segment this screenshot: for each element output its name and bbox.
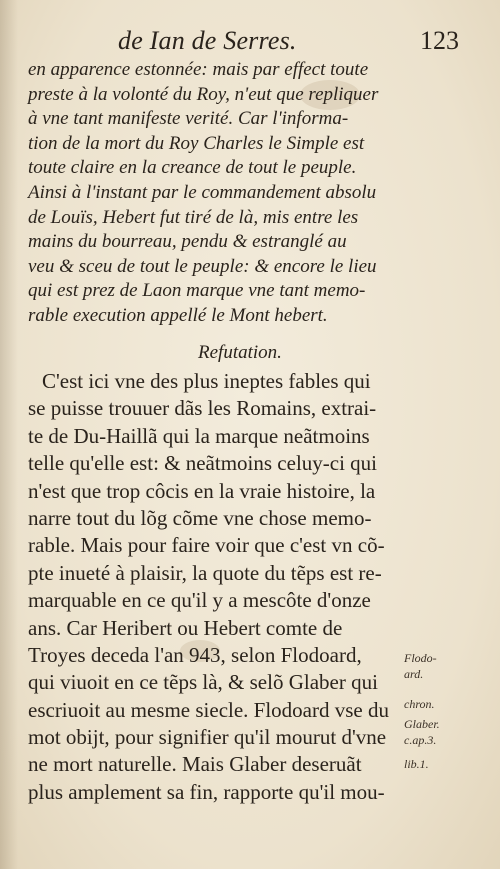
text-line: rable execution appellé le Mont hebert. [28, 304, 328, 326]
margin-note-chron [404, 696, 435, 712]
text-line: mot obijt, pour signifier qu'il mourut d'vne [28, 725, 387, 750]
margin-note-flodoard [404, 650, 437, 682]
text-line: plus amplement sa fin, rapporte qu'il mou- [28, 779, 385, 804]
text-line: se puisse trouuer dãs les Romains, extrai- [28, 396, 377, 421]
margin-note-line: Flodo- [404, 651, 437, 665]
text-line: rable. Mais pour faire voir que c'est vn cõ- [28, 533, 385, 558]
text-line: tion de la mort du Roy Charles le Simple est [28, 132, 365, 154]
text-line: escriuoit au mesme siecle. Flodoard vse du [28, 697, 389, 722]
gutter-shadow [0, 0, 18, 869]
margin-note-line: lib.1. [404, 757, 429, 771]
body-text [28, 368, 389, 806]
text-line: te de Du-Haillã qui la marque neãtmoins [28, 423, 370, 448]
text-line: toute claire en la creance de tout le peuple. [28, 157, 357, 179]
margin-note-line: Glaber. [404, 717, 440, 731]
margin-note-lib [404, 756, 429, 772]
text-line: Ainsi à l'instant par le commandement absolu [28, 181, 377, 203]
page-number: 123 [420, 26, 459, 55]
text-line: marquable en ce qu'il y a mescôte d'onze [28, 588, 371, 613]
text-line: narre tout du lõg cõme vne chose memo- [28, 505, 372, 530]
text-line: en apparence estonnée: mais par effect toute [28, 59, 369, 80]
text-line: de Louïs, Hebert fut tiré de là, mis entre les [28, 206, 359, 228]
text-line: qui est prez de Laon marque vne tant memo- [28, 280, 366, 302]
italic-quotation [28, 58, 388, 329]
text-line: preste à la volonté du Roy, n'eut que repliquer [28, 83, 379, 105]
text-line: pte inueté à plaisir, la quote du tẽps est re- [28, 560, 382, 585]
margin-note-glaber [404, 716, 440, 748]
margin-note-line: chron. [404, 697, 435, 711]
text-line: mains du bourreau, pendu & estranglé au [28, 231, 347, 253]
running-title: de Ian de Serres. [118, 26, 297, 55]
margin-note-line: ard. [404, 667, 424, 681]
text-line: qui viuoit en ce tẽps là, & selõ Glaber qui [28, 670, 378, 695]
text-line: Troyes deceda l'an 943, selon Flodoard, [28, 642, 362, 667]
text-line: n'est que trop côcis en la vraie histoire, la [28, 478, 376, 503]
text-line: C'est ici vne des plus ineptes fables qui [42, 369, 371, 393]
margin-note-line: c.ap.3. [404, 733, 437, 747]
text-line: à vne tant manifeste verité. Car l'informa- [28, 108, 349, 130]
section-heading: Refutation. [198, 342, 282, 363]
text-line: telle qu'elle est: & neãtmoins celuy-ci qui [28, 451, 378, 476]
text-line: veu & sceu de tout le peuple: & encore le lieu [28, 255, 377, 277]
text-line: ans. Car Heribert ou Hebert comte de [28, 615, 343, 640]
text-line: ne mort naturelle. Mais Glaber deseruãt [28, 752, 362, 777]
